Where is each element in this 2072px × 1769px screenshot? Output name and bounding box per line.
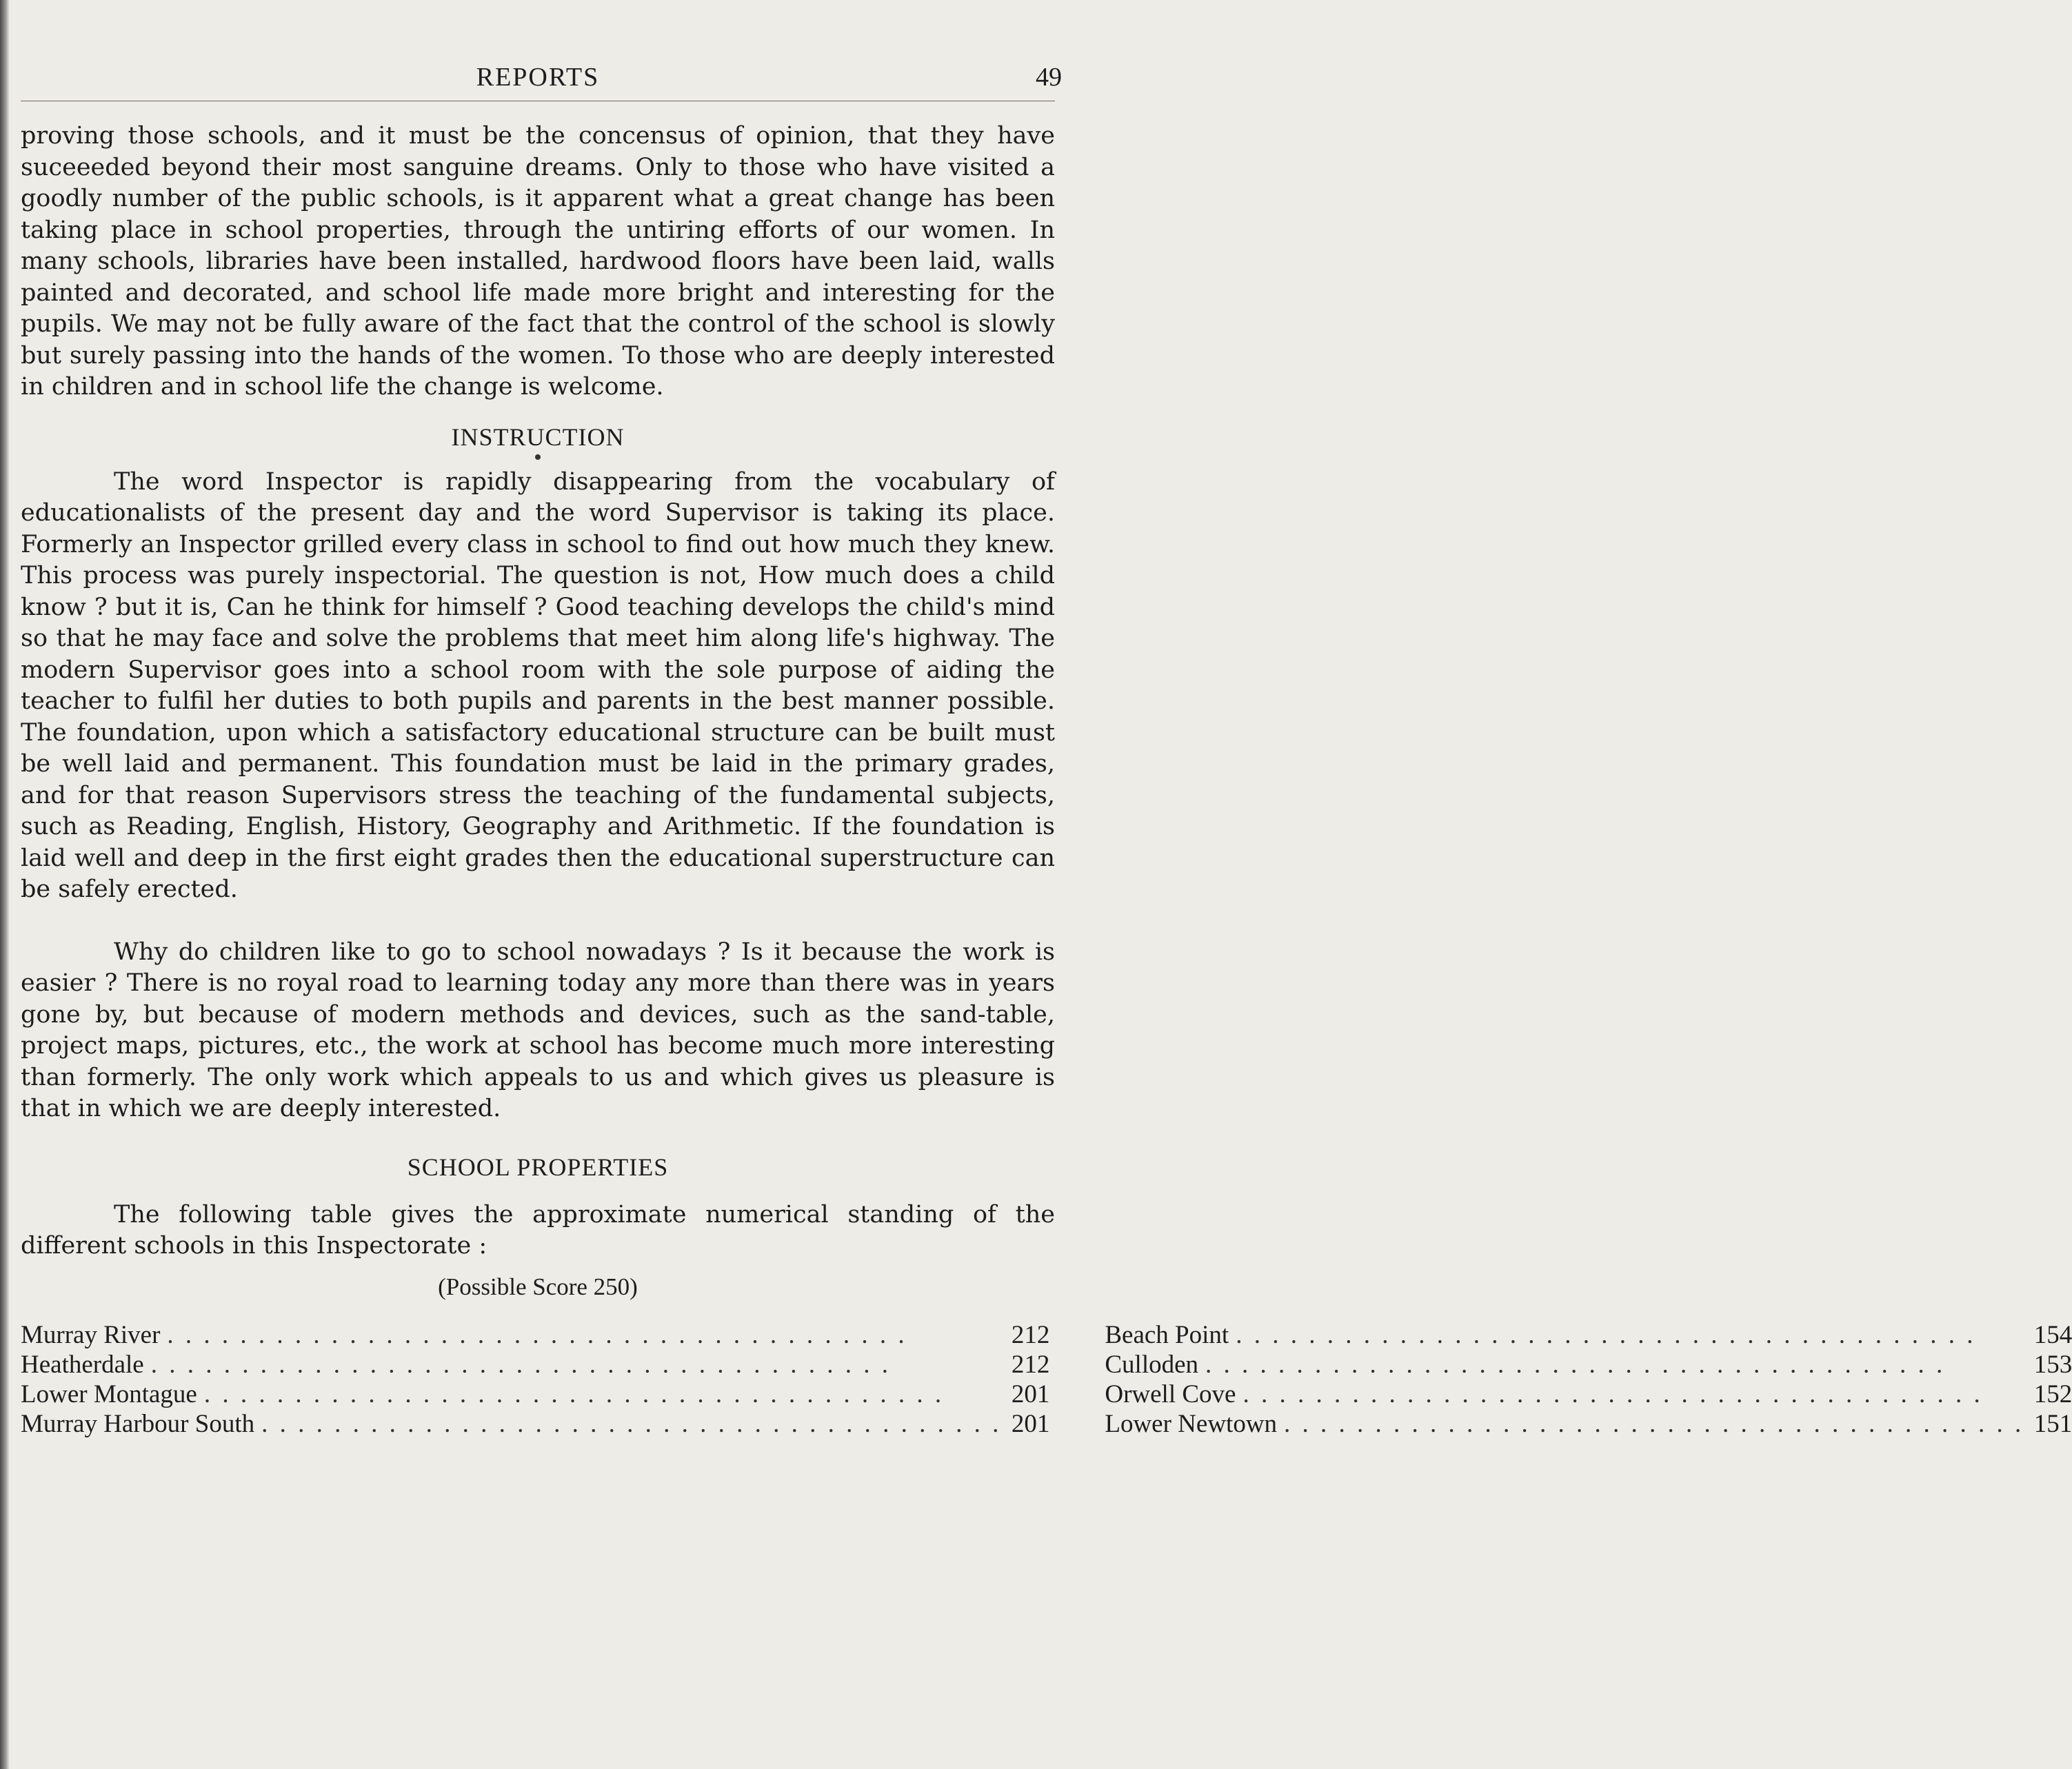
dot-leader — [261, 1409, 1001, 1439]
school-name: Orwell Cove — [1105, 1379, 1236, 1408]
table-row — [1105, 1320, 2072, 1350]
page-binding-shadow — [0, 0, 10, 1769]
school-score: 154 — [2033, 1320, 2072, 1349]
school-standings-table — [21, 1320, 2072, 1439]
table-row — [21, 1409, 1049, 1439]
section-heading-school-properties: SCHOOL PROPERTIES — [407, 1153, 669, 1181]
school-score: 151 — [2033, 1409, 2072, 1438]
school-score: 212 — [1011, 1350, 1050, 1379]
school-name: Lower Newtown — [1105, 1409, 1278, 1438]
section-heading-instruction: INSTRUCTION — [451, 423, 625, 451]
dot-leader — [167, 1320, 1001, 1350]
school-name: Beach Point — [1105, 1320, 1229, 1349]
dot-leader — [204, 1379, 1002, 1409]
standings-left-column — [21, 1320, 1049, 1439]
paragraph-women-school-improvements: proving those schools, and it must be the concensus of opinion, that they have suceeeded beyond their most sanguine dreams. Only to those who have visited a goodly number of the public schools, is it apparent what a great change has been taking place in school properties, through the untiring efforts of our women. In many schools, libraries have been installed, hardwood floors have been laid, walls painted and decorated, and school life made more bright and interesting for the pupils. We may not be fully aware of the fact that the control of the school is slowly but surely passing into the hands of the women. To those who are deeply interested in children and in school life the change is welcome. — [21, 122, 1055, 401]
school-score: 201 — [1011, 1409, 1050, 1438]
running-header — [21, 62, 1062, 101]
dot-leader — [1236, 1320, 2024, 1350]
book-page — [21, 62, 2072, 1439]
table-row — [1105, 1379, 2072, 1409]
school-score: 153 — [2033, 1350, 2072, 1379]
school-score: 152 — [2033, 1379, 2072, 1408]
dot-leader — [151, 1350, 1002, 1379]
ornament-dot — [535, 454, 541, 460]
dot-leader — [1243, 1379, 2024, 1409]
school-name: Heatherdale — [21, 1350, 144, 1379]
table-row — [1105, 1350, 2072, 1379]
table-row — [21, 1320, 1049, 1350]
page-number: 49 — [1036, 63, 1062, 92]
standings-right-column — [1105, 1320, 2072, 1439]
school-name: Lower Montague — [21, 1379, 197, 1408]
paragraph-children-school: Why do children like to go to school nowadays ? Is it because the work is easier ? There is no royal road to learning today any more than there was in years gone by, but because of modern methods and devices, such as the sand-table, project maps, pictures, etc., the work at school has become much more interesting than formerly. The only work which appeals to us and which gives us pleasure is that in which we are deeply interested. — [21, 938, 1055, 1122]
dot-leader — [1284, 1409, 2024, 1439]
table-caption: (Possible Score 250) — [438, 1273, 638, 1300]
school-name: Culloden — [1105, 1350, 1199, 1379]
school-name: Murray River — [21, 1320, 161, 1349]
school-score: 212 — [1011, 1320, 1050, 1349]
table-row — [1105, 1409, 2072, 1439]
paragraph-inspector-supervisor: The word Inspector is rapidly disappearing from the vocabulary of educationalists of the present day and the word Supervisor is taking its place. Formerly an Inspector grilled every class in school to find out how much they knew. This process was purely inspectorial. The question is not, How much does a child know ? but it is, Can he think for himself ? Good teaching develops the child's mind so that he may face and solve the problems that meet him along life's highway. The modern Supervisor goes into a school room with the sole purpose of aiding the teacher to fulfil her duties to both pupils and parents in the best manner possible. The foundation, upon which a satisfactory educational structure can be built must be well laid and permanent. This foundation must be laid in the primary grades, and for that reason Supervisors stress the teaching of the fundamental subjects, such as Reading, English, History, Geography and Arithmetic. If the foundation is laid well and deep in the first eight grades then the educational superstructure can be safely erected. — [21, 467, 1055, 903]
paragraph-table-intro: The following table gives the approximate numerical standing of the different schools in this Inspectorate : — [21, 1200, 1055, 1260]
table-row — [21, 1379, 1049, 1409]
running-title: REPORTS — [476, 63, 600, 92]
school-score: 201 — [1011, 1379, 1050, 1408]
table-row — [21, 1350, 1049, 1379]
school-name: Murray Harbour South — [21, 1409, 255, 1438]
dot-leader — [1205, 1350, 2024, 1379]
